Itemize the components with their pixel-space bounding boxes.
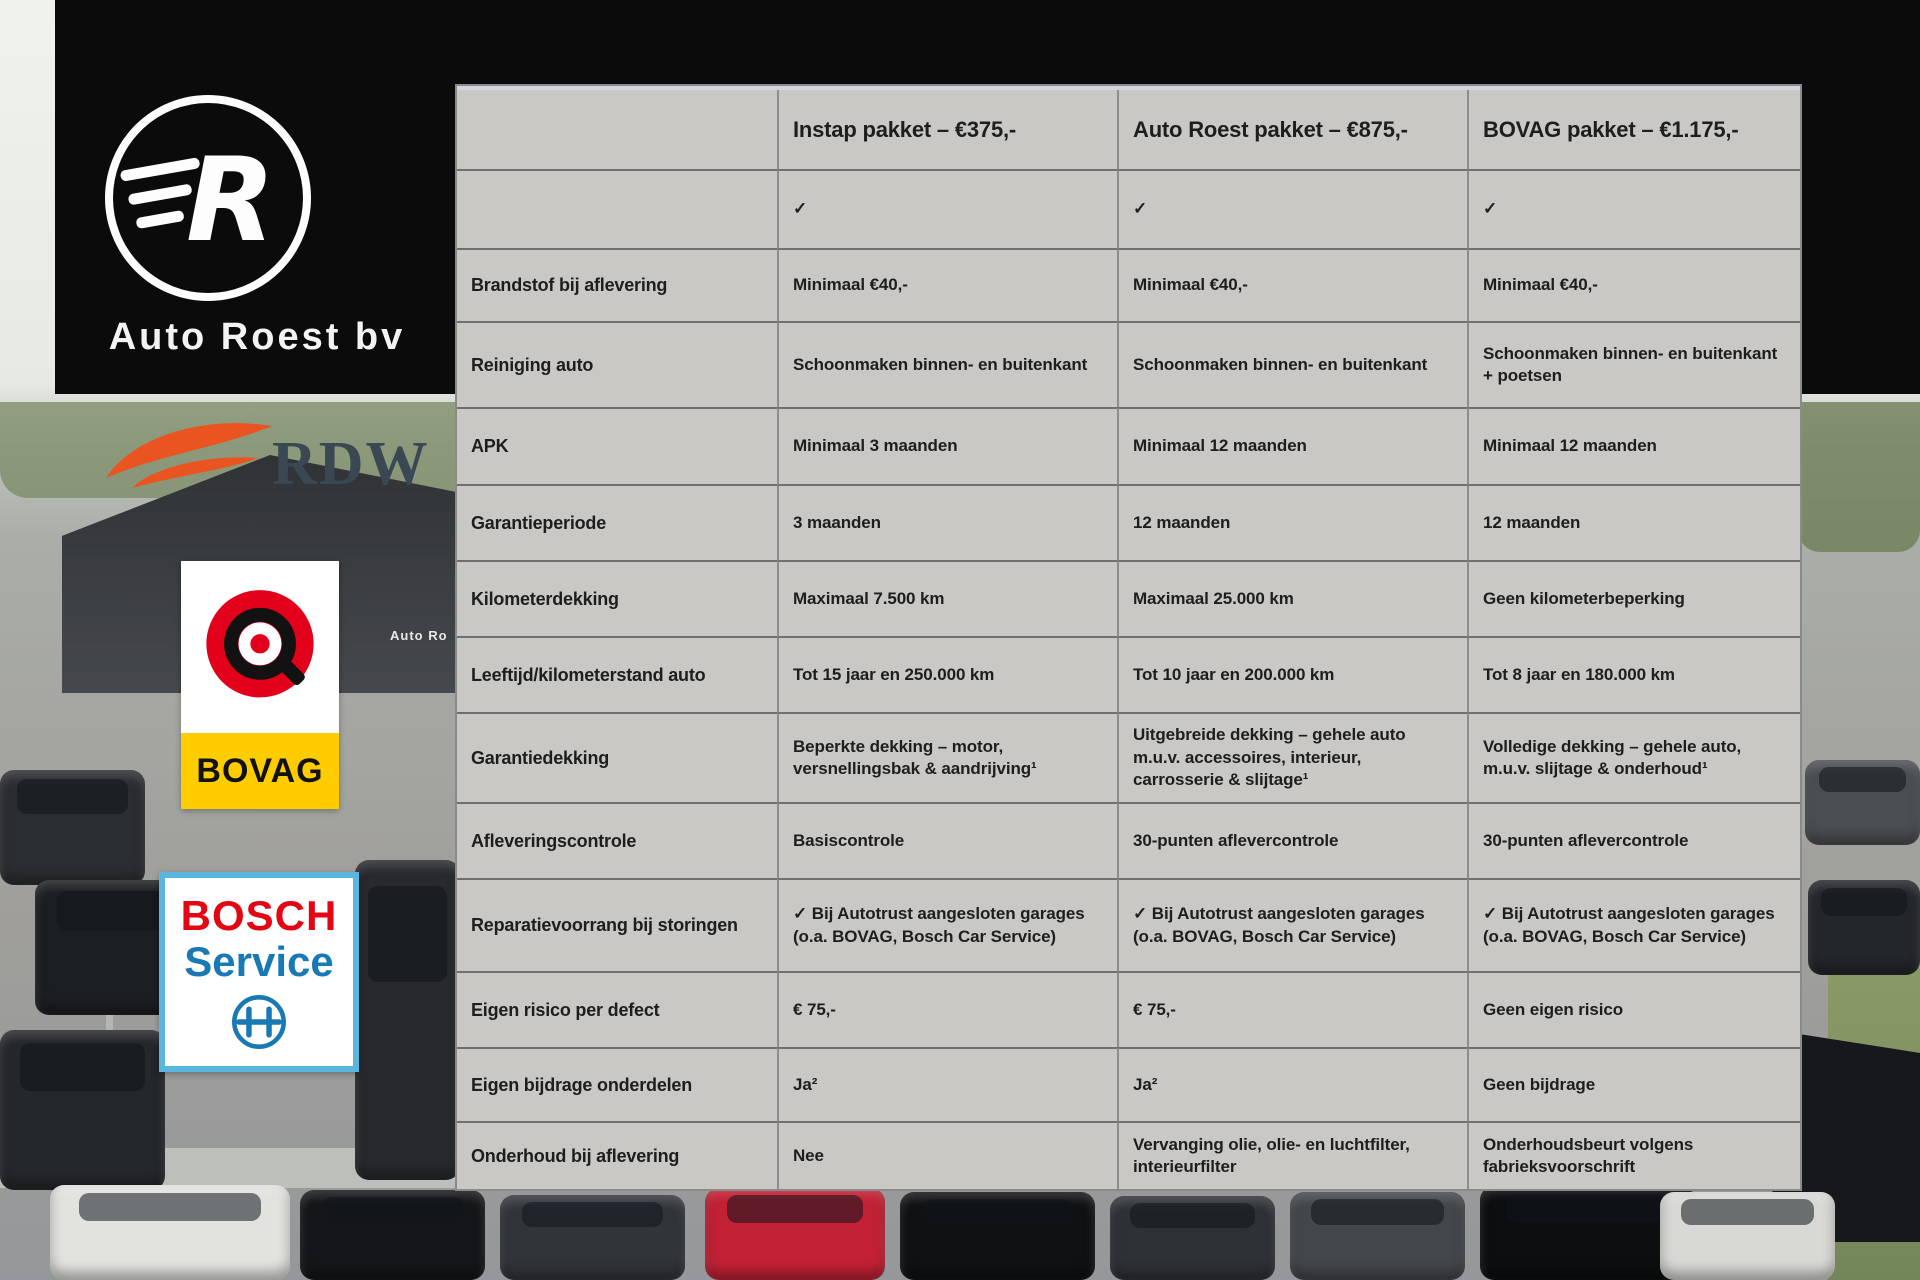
value-cell: Basiscontrole <box>777 802 1117 878</box>
car-windshield <box>1311 1199 1444 1225</box>
car-shape <box>355 860 460 1180</box>
row-label-cell: Eigen risico per defect <box>457 971 777 1047</box>
value-cell: Minimaal 3 maanden <box>777 407 1117 484</box>
value-cell: Beperkte dekking – motor, versnellingsbak & aandrijving¹ <box>777 712 1117 802</box>
value-cell: Schoonmaken binnen- en buitenkant <box>1117 321 1467 407</box>
car-windshield <box>522 1202 663 1228</box>
value-cell: ✓ <box>1467 169 1800 248</box>
row-label-cell: Onderhoud bij aflevering <box>457 1121 777 1189</box>
car-windshield <box>322 1197 463 1224</box>
package-header-cell: BOVAG pakket – €1.175,- <box>1467 90 1800 169</box>
row-label-cell: APK <box>457 407 777 484</box>
value-cell: Minimaal 12 maanden <box>1117 407 1467 484</box>
value-cell: Maximaal 7.500 km <box>777 560 1117 636</box>
value-cell: Tot 15 jaar en 250.000 km <box>777 636 1117 712</box>
value-cell: Maximaal 25.000 km <box>1117 560 1467 636</box>
car-windshield <box>1819 767 1906 793</box>
value-cell: Tot 8 jaar en 180.000 km <box>1467 636 1800 712</box>
value-cell: € 75,- <box>1117 971 1467 1047</box>
car-windshield <box>17 779 127 814</box>
car-windshield <box>1506 1194 1669 1222</box>
value-cell: Nee <box>777 1121 1117 1189</box>
car-windshield <box>20 1043 145 1091</box>
value-cell: Minimaal €40,- <box>777 248 1117 321</box>
bovag-logo <box>181 561 339 809</box>
row-label-cell: Brandstof bij aflevering <box>457 248 777 321</box>
rdw-wordmark: RDW <box>272 429 430 498</box>
car-shape <box>0 770 145 885</box>
value-cell: 12 maanden <box>1117 484 1467 560</box>
value-cell: 12 maanden <box>1467 484 1800 560</box>
company-name: Auto Roest bv <box>108 316 406 358</box>
value-cell: Volledige dekking – gehele auto, m.u.v. slijtage & onderhoud¹ <box>1467 712 1800 802</box>
value-cell: Schoonmaken binnen- en buitenkant + poetsen <box>1467 321 1800 407</box>
package-header-cell: Auto Roest pakket – €875,- <box>1117 90 1467 169</box>
car-windshield <box>1821 888 1906 917</box>
value-cell: 30-punten aflevercontrole <box>1467 802 1800 878</box>
value-cell: € 75,- <box>777 971 1117 1047</box>
bosch-service-logo <box>159 872 359 1072</box>
building-sign: Auto Ro <box>390 628 448 643</box>
car-shape <box>900 1192 1095 1280</box>
table-corner-cell <box>457 90 777 169</box>
value-cell: Tot 10 jaar en 200.000 km <box>1117 636 1467 712</box>
row-label-cell: Garantiedekking <box>457 712 777 802</box>
bovag-magnifier-icon <box>201 588 319 706</box>
row-label-cell <box>457 169 777 248</box>
value-cell: Uitgebreide dekking – gehele auto m.u.v. accessoires, interieur, carrosserie & slijtage¹ <box>1117 712 1467 802</box>
car-shape <box>50 1185 290 1280</box>
bovag-wordmark-band <box>181 733 339 809</box>
bovag-wordmark: BOVAG <box>196 751 324 790</box>
car-windshield <box>1130 1203 1255 1228</box>
value-cell: Minimaal €40,- <box>1117 248 1467 321</box>
svg-text:R: R <box>186 133 276 268</box>
value-cell: Minimaal 12 maanden <box>1467 407 1800 484</box>
treeline-right <box>1798 402 1920 552</box>
car-shape <box>300 1190 485 1280</box>
car-shape <box>705 1188 885 1280</box>
car-shape <box>500 1195 685 1280</box>
car-windshield <box>368 886 448 982</box>
car-windshield <box>923 1199 1071 1225</box>
value-cell: Geen bijdrage <box>1467 1047 1800 1121</box>
comparison-table <box>457 86 1800 1189</box>
value-cell: ✓ Bij Autotrust aangesloten garages (o.a. BOVAG, Bosch Car Service) <box>1117 878 1467 971</box>
car-shape <box>0 1030 165 1190</box>
value-cell: Ja² <box>1117 1047 1467 1121</box>
row-label-cell: Kilometerdekking <box>457 560 777 636</box>
bosch-service-wordmark: Service <box>184 938 334 985</box>
value-cell: 3 maanden <box>777 484 1117 560</box>
rdw-wing-icon <box>100 416 280 512</box>
car-shape <box>1808 880 1920 975</box>
value-cell: ✓ Bij Autotrust aangesloten garages (o.a. BOVAG, Bosch Car Service) <box>777 878 1117 971</box>
value-cell: Vervanging olie, olie- en luchtfilter, interieurfilter <box>1117 1121 1467 1189</box>
row-label-cell: Afleveringscontrole <box>457 802 777 878</box>
row-label-cell: Garantieperiode <box>457 484 777 560</box>
value-cell: Onderhoudsbeurt volgens fabrieksvoorschrift <box>1467 1121 1800 1189</box>
value-cell: Geen eigen risico <box>1467 971 1800 1047</box>
car-windshield <box>1681 1199 1814 1225</box>
value-cell: Geen kilometerbeperking <box>1467 560 1800 636</box>
car-shape <box>1290 1192 1465 1280</box>
rdw-logo <box>100 416 430 512</box>
value-cell: Ja² <box>777 1047 1117 1121</box>
bosch-armature-icon <box>227 990 291 1054</box>
car-shape <box>1110 1196 1275 1280</box>
value-cell: ✓ <box>1117 169 1467 248</box>
row-label-cell: Leeftijd/kilometerstand auto <box>457 636 777 712</box>
value-cell: 30-punten aflevercontrole <box>1117 802 1467 878</box>
auto-roest-monogram-icon <box>88 80 328 320</box>
bovag-emblem <box>181 561 339 733</box>
car-windshield <box>79 1193 261 1222</box>
value-cell: ✓ <box>777 169 1117 248</box>
row-label-cell: Reiniging auto <box>457 321 777 407</box>
row-label-cell: Eigen bijdrage onderdelen <box>457 1047 777 1121</box>
value-cell: ✓ Bij Autotrust aangesloten garages (o.a. BOVAG, Bosch Car Service) <box>1467 878 1800 971</box>
car-shape <box>1660 1192 1835 1280</box>
value-cell: Minimaal €40,- <box>1467 248 1800 321</box>
bosch-wordmark: BOSCH <box>180 892 338 939</box>
row-label-cell: Reparatievoorrang bij storingen <box>457 878 777 971</box>
car-shape <box>1805 760 1920 845</box>
package-header-cell: Instap pakket – €375,- <box>777 90 1117 169</box>
car-windshield <box>727 1195 864 1223</box>
value-cell: Schoonmaken binnen- en buitenkant <box>777 321 1117 407</box>
